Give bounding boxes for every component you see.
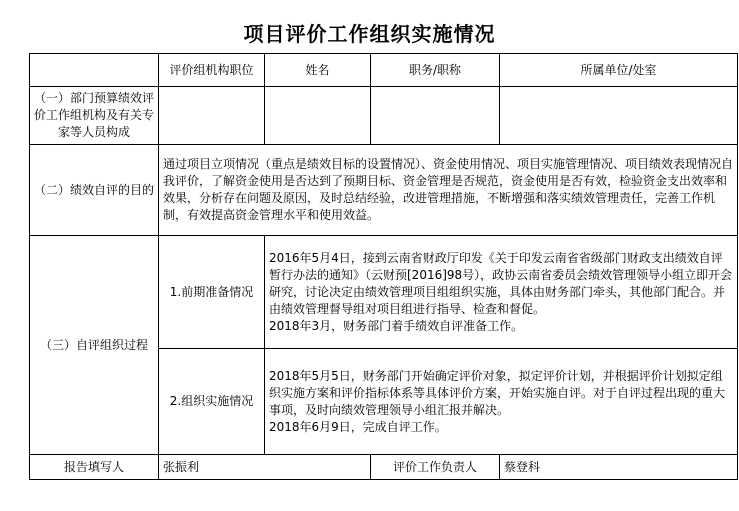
section3-item1-content (265, 236, 738, 349)
header-position: 评价组机构职位 (159, 54, 265, 87)
section3-item2-paragraph: 2018年6月9日，完成自评工作。 (269, 419, 447, 434)
leader-label: 评价工作负责人 (371, 455, 500, 480)
section3-item2-paragraph: 2018年5月5日，财务部门开始确定评价对象，拟定评价计划，并根据评价计划拟定组织实施方案和评价指标体系等具体评价方案，开始实施自评。对于自评过程出现的重大事项，及时向绩效管理领导小组汇报并解决。 (269, 368, 726, 417)
reporter-label: 报告填写人 (30, 455, 159, 480)
section1-label: （一）部门预算绩效评价工作组机构及有关专家等人员构成 (30, 87, 159, 145)
section3-label: （三）自评组织过程 (30, 236, 159, 455)
header-unit: 所属单位/处室 (500, 54, 738, 87)
section1-name-cell (265, 87, 371, 145)
section2-row (30, 145, 738, 236)
section2-text: 通过项目立项情况（重点是绩效目标的设置情况）、资金使用情况、项目实施管理情况、项目绩效表现情况自我评价，了解资金使用是否达到了预期目标、资金管理是否规范，资金使用是否有效，检验资金支出效率和效果，分析存在问题及原因，及时总结经验，改进管理措施，不断增强和落实绩效管理责任，完善工作机制，有效提高资金管理水平和使用效益。 (159, 145, 738, 236)
section1-role-cell (371, 87, 500, 145)
section1-unit-cell (500, 87, 738, 145)
header-row (30, 54, 738, 87)
section3-item1-paragraph: 2018年3月，财务部门着手绩效自评准备工作。 (269, 318, 524, 333)
page-title: 项目评价工作组织实施情况 (243, 22, 496, 46)
section3-item1-row (30, 236, 738, 349)
section3-item2-label: 2.组织实施情况 (159, 349, 265, 455)
header-title-role: 职务/职称 (371, 54, 500, 87)
section2-label: （二）绩效自评的目的 (30, 145, 159, 236)
footer-row (30, 455, 738, 480)
reporter-name: 张振利 (159, 455, 371, 480)
evaluation-table (29, 53, 738, 480)
section3-item1-label: 1.前期准备情况 (159, 236, 265, 349)
section3-item2-content (265, 349, 738, 455)
section1-position-cell (159, 87, 265, 145)
header-name: 姓名 (265, 54, 371, 87)
section3-item1-paragraph: 2016年5月4日，接到云南省财政厅印发《关于印发云南省省级部门财政支出绩效自评暂行办法的通知》（云财预[2016]98号），政协云南省委员会绩效管理领导小组立即开会研究，讨论决定由绩效管理项目组组织实施，具体由财务部门牵头，其他部门配合。并由绩效管理督导组对项目组进行指导、检查和督促。 (269, 250, 733, 316)
section1-row (30, 87, 738, 145)
leader-name: 蔡登科 (500, 455, 738, 480)
corner-cell (30, 54, 159, 87)
